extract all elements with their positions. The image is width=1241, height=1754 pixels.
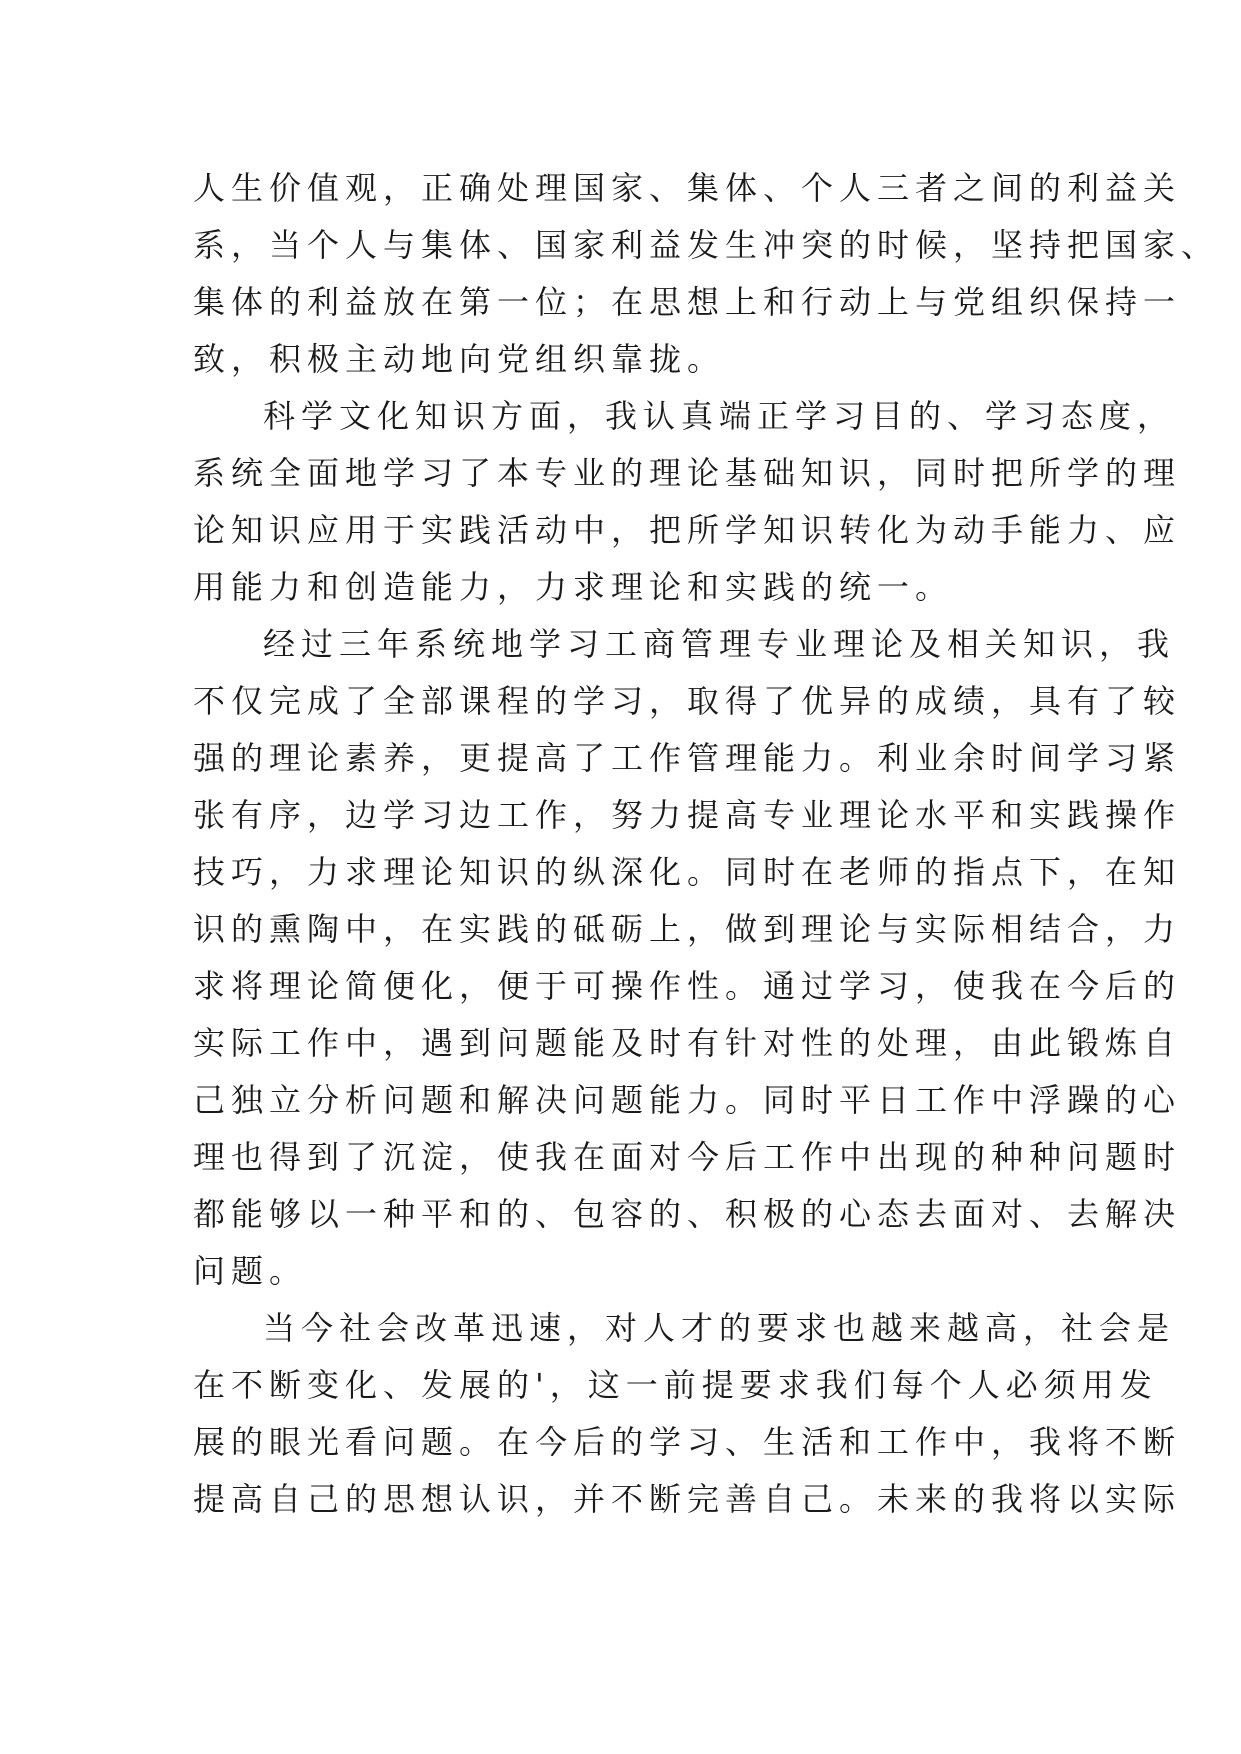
text-line: 问题。 bbox=[193, 1252, 308, 1290]
text-line: 识的熏陶中，在实践的砥砺上，做到理论与实际相结合，力 bbox=[193, 910, 1182, 948]
text-line: 人生价值观，正确处理国家、集体、个人三者之间的利益关 bbox=[193, 169, 1182, 207]
text-line: 实际工作中，遇到问题能及时有针对性的处理，由此锻炼自 bbox=[193, 1024, 1182, 1062]
text-line: 张有序，边学习边工作，努力提高专业理论水平和实践操作 bbox=[193, 796, 1182, 834]
paragraph-start-line: 科学文化知识方面，我认真端正学习目的、学习态度， bbox=[263, 397, 1176, 435]
text-line: 不仅完成了全部课程的学习，取得了优异的成绩，具有了较 bbox=[193, 682, 1182, 720]
text-line: 论知识应用于实践活动中，把所学知识转化为动手能力、应 bbox=[193, 511, 1182, 549]
text-line: 致，积极主动地向党组织靠拢。 bbox=[193, 340, 726, 378]
text-line: 在不断变化、发展的'，这一前提要求我们每个人必须用发 bbox=[193, 1366, 1158, 1404]
paragraph-start-line: 当今社会改革迅速，对人才的要求也越来越高，社会是 bbox=[263, 1309, 1176, 1347]
text-line: 理也得到了沉淀，使我在面对今后工作中出现的种种问题时 bbox=[193, 1138, 1182, 1176]
text-line: 都能够以一种平和的、包容的、积极的心态去面对、去解决 bbox=[193, 1195, 1182, 1233]
text-line: 系，当个人与集体、国家利益发生冲突的时候，坚持把国家、 bbox=[193, 226, 1220, 264]
text-line: 系统全面地学习了本专业的理论基础知识，同时把所学的理 bbox=[193, 454, 1182, 492]
paragraph-start-line: 经过三年系统地学习工商管理专业理论及相关知识，我 bbox=[263, 625, 1176, 663]
text-line: 用能力和创造能力，力求理论和实践的统一。 bbox=[193, 568, 954, 606]
text-line: 求将理论简便化，便于可操作性。通过学习，使我在今后的 bbox=[193, 967, 1182, 1005]
text-line: 强的理论素养，更提高了工作管理能力。利业余时间学习紧 bbox=[193, 739, 1182, 777]
text-line: 技巧，力求理论知识的纵深化。同时在老师的指点下，在知 bbox=[193, 853, 1182, 891]
text-line: 提高自己的思想认识，并不断完善自己。未来的我将以实际 bbox=[193, 1480, 1182, 1518]
text-line: 展的眼光看问题。在今后的学习、生活和工作中，我将不断 bbox=[193, 1423, 1182, 1461]
body-text bbox=[193, 160, 1220, 1528]
text-line: 集体的利益放在第一位；在思想上和行动上与党组织保持一 bbox=[193, 283, 1182, 321]
text-line: 己独立分析问题和解决问题能力。同时平日工作中浮躁的心 bbox=[193, 1081, 1182, 1119]
